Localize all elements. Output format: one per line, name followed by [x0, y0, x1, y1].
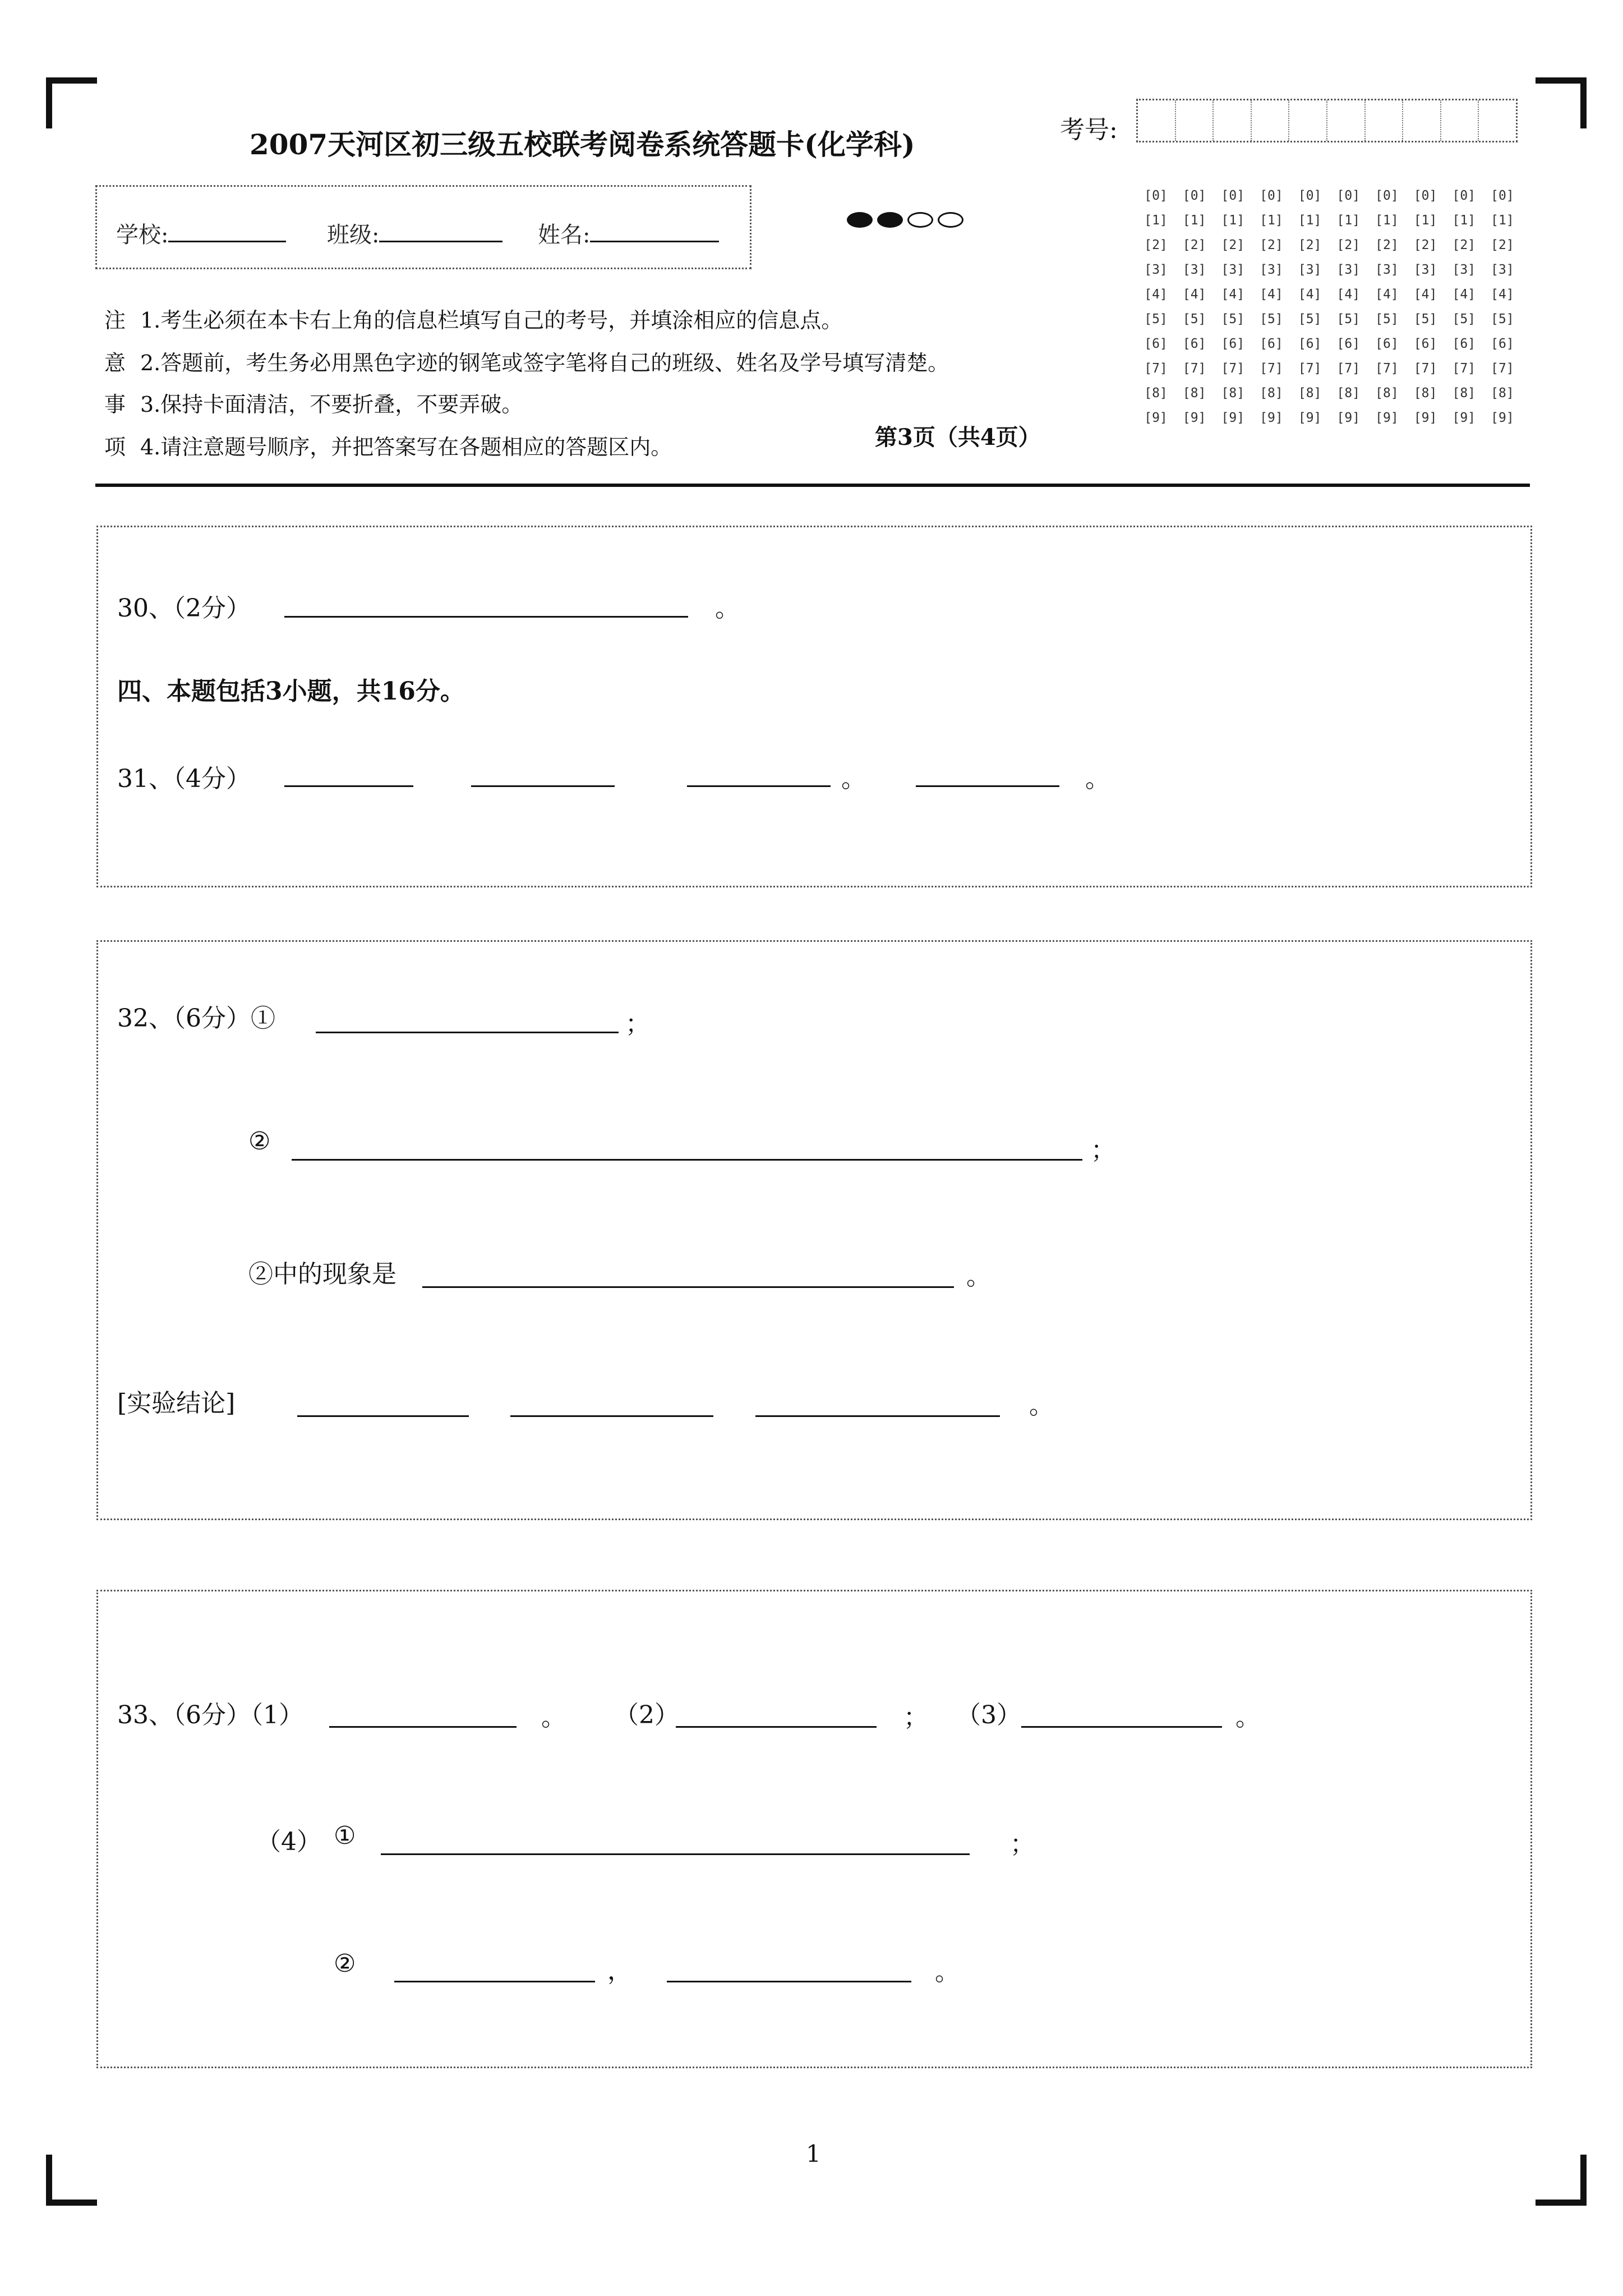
answer-section-q30-q31	[96, 526, 1532, 887]
q32-end-1: ；	[625, 1010, 650, 1038]
conclusion-line-2[interactable]	[510, 1415, 713, 1417]
digit-bubble[interactable]: [6]	[1221, 337, 1245, 351]
orientation-marks	[847, 212, 963, 228]
digit-bubble[interactable]: [5]	[1182, 312, 1206, 326]
digit-bubble[interactable]: [5]	[1336, 312, 1361, 326]
exam-digit-box[interactable]	[1441, 100, 1479, 141]
digit-bubble[interactable]: [2]	[1144, 238, 1168, 252]
page-indicator: 第3页（共4页）	[875, 424, 1041, 450]
digit-bubble[interactable]: [4]	[1260, 287, 1283, 302]
notes-side-char: 意	[104, 351, 126, 375]
q31-answer-line-2[interactable]	[471, 785, 615, 787]
digit-bubble[interactable]: [3]	[1182, 263, 1206, 277]
q33-part2-label: （2）	[614, 1701, 679, 1729]
digit-bubble[interactable]: [3]	[1491, 263, 1514, 277]
q32-answer-line-3[interactable]	[422, 1286, 954, 1288]
digit-bubble[interactable]: [8]	[1336, 386, 1361, 401]
exam-digit-box[interactable]	[1289, 100, 1327, 141]
digit-bubble[interactable]: [9]	[1298, 411, 1322, 425]
digit-bubble[interactable]: [6]	[1182, 337, 1206, 351]
digit-bubble[interactable]: [4]	[1452, 287, 1476, 302]
digit-bubble[interactable]: [8]	[1144, 386, 1168, 401]
filled-oval-mark	[877, 212, 903, 228]
q33-end-3: 。	[1235, 1703, 1260, 1732]
conclusion-line-3[interactable]	[755, 1415, 1000, 1417]
digit-bubble[interactable]: [9]	[1413, 411, 1437, 425]
digit-bubble[interactable]: [7]	[1182, 361, 1206, 376]
q33-comma: ，	[607, 1957, 632, 1985]
digit-bubble[interactable]: [8]	[1182, 386, 1206, 401]
digit-bubble[interactable]: [2]	[1221, 238, 1245, 252]
digit-bubble[interactable]: [5]	[1221, 312, 1245, 326]
registration-mark-bottom-right	[1536, 2155, 1587, 2206]
digit-bubble[interactable]: [0]	[1491, 188, 1514, 203]
digit-bubble[interactable]: [3]	[1452, 263, 1476, 277]
digit-bubble[interactable]: [3]	[1221, 263, 1245, 277]
digit-bubble[interactable]: [4]	[1298, 287, 1322, 302]
q32-answer-line-2[interactable]	[292, 1159, 1082, 1161]
digit-bubble[interactable]: [8]	[1260, 386, 1283, 401]
digit-bubble[interactable]: [7]	[1144, 361, 1168, 376]
digit-bubble[interactable]: [4]	[1413, 287, 1437, 302]
name-label: 姓名:	[538, 222, 591, 248]
digit-bubble[interactable]: [1]	[1260, 213, 1283, 228]
exam-number-bubble-grid[interactable]	[1138, 188, 1520, 435]
digit-bubble[interactable]: [2]	[1298, 238, 1322, 252]
digit-bubble[interactable]: [9]	[1144, 411, 1168, 425]
digit-bubble[interactable]: [7]	[1221, 361, 1245, 376]
q30-end: 。	[715, 594, 740, 623]
q32-phenomenon-label: ②中的现象是	[248, 1260, 396, 1289]
notes-side-char: 项	[104, 435, 126, 459]
digit-bubble[interactable]: [4]	[1491, 287, 1514, 302]
digit-bubble[interactable]: [7]	[1452, 361, 1476, 376]
answer-section-q33	[96, 1590, 1532, 2068]
digit-bubble[interactable]: [0]	[1336, 188, 1361, 203]
digit-bubble[interactable]: [0]	[1298, 188, 1322, 203]
conclusion-label: [实验结论]	[117, 1389, 236, 1418]
q31-answer-line-1[interactable]	[284, 785, 413, 787]
school-field[interactable]	[116, 217, 286, 249]
digit-bubble[interactable]: [6]	[1452, 337, 1476, 351]
q31-answer-line-3[interactable]	[687, 785, 831, 787]
digit-bubble[interactable]: [9]	[1221, 411, 1245, 425]
digit-bubble[interactable]: [5]	[1491, 312, 1514, 326]
bubble-row	[1138, 337, 1520, 361]
digit-bubble[interactable]: [2]	[1182, 238, 1206, 252]
digit-bubble[interactable]: [0]	[1413, 188, 1437, 203]
digit-bubble[interactable]: [9]	[1452, 411, 1476, 425]
filled-oval-mark	[847, 212, 873, 228]
digit-bubble[interactable]: [5]	[1452, 312, 1476, 326]
digit-bubble[interactable]: [5]	[1144, 312, 1168, 326]
q33-end-1: 。	[541, 1703, 566, 1732]
digit-bubble[interactable]: [6]	[1144, 337, 1168, 351]
digit-bubble[interactable]: [4]	[1221, 287, 1245, 302]
digit-bubble[interactable]: [1]	[1413, 213, 1437, 228]
school-line[interactable]	[168, 222, 286, 242]
digit-bubble[interactable]: [8]	[1375, 386, 1399, 401]
registration-mark-top-left	[46, 77, 97, 128]
exam-digit-box[interactable]	[1176, 100, 1214, 141]
digit-bubble[interactable]: [6]	[1375, 337, 1399, 351]
q33-answer-line-5[interactable]	[394, 1981, 595, 1982]
q33-answer-line-6[interactable]	[667, 1981, 911, 1982]
digit-bubble[interactable]: [3]	[1260, 263, 1283, 277]
q33-answer-line-1[interactable]	[329, 1726, 517, 1728]
digit-bubble[interactable]: [8]	[1221, 386, 1245, 401]
digit-bubble[interactable]: [3]	[1413, 263, 1437, 277]
empty-oval-mark	[907, 212, 933, 228]
digit-bubble[interactable]: [1]	[1144, 213, 1168, 228]
q32-item2-marker: ②	[248, 1127, 271, 1156]
student-info-box	[95, 185, 751, 269]
q33-end-5: 。	[935, 1958, 960, 1986]
name-field[interactable]	[538, 217, 719, 249]
digit-bubble[interactable]: [4]	[1182, 287, 1206, 302]
exam-digit-box[interactable]	[1214, 100, 1252, 141]
digit-bubble[interactable]: [7]	[1336, 361, 1361, 376]
digit-bubble[interactable]: [5]	[1375, 312, 1399, 326]
q33-answer-line-3[interactable]	[1021, 1726, 1222, 1728]
digit-bubble[interactable]: [9]	[1182, 411, 1206, 425]
q33-part4-item1-marker: ①	[334, 1821, 356, 1850]
notes-side-char: 事	[104, 392, 126, 417]
notes-side-char: 注	[104, 308, 126, 333]
exam-number-boxes[interactable]	[1136, 99, 1518, 142]
exam-digit-box[interactable]	[1403, 100, 1441, 141]
exam-digit-box[interactable]	[1479, 100, 1516, 141]
school-label: 学校:	[116, 222, 169, 248]
bubble-row	[1138, 287, 1520, 312]
bubble-row	[1138, 386, 1520, 411]
digit-bubble[interactable]: [0]	[1221, 188, 1245, 203]
class-line[interactable]	[379, 222, 502, 242]
digit-bubble[interactable]: [1]	[1298, 213, 1322, 228]
digit-bubble[interactable]: [2]	[1413, 238, 1437, 252]
q33-part3-label: （3）	[956, 1701, 1021, 1729]
digit-bubble[interactable]: [1]	[1452, 213, 1476, 228]
q33-end-4: ；	[1010, 1830, 1035, 1858]
digit-bubble[interactable]: [3]	[1336, 263, 1361, 277]
digit-bubble[interactable]: [9]	[1375, 411, 1399, 425]
note-item: 1.考生必须在本卡右上角的信息栏填写自己的考号，并填涂相应的信息点。	[140, 308, 843, 333]
exam-number-label: 考号:	[1060, 116, 1118, 144]
bubble-row	[1138, 213, 1520, 238]
q30-label: 30、（2分）	[117, 594, 251, 623]
digit-bubble[interactable]: [7]	[1298, 361, 1322, 376]
digit-bubble[interactable]: [6]	[1413, 337, 1437, 351]
digit-bubble[interactable]: [7]	[1413, 361, 1437, 376]
digit-bubble[interactable]: [6]	[1491, 337, 1514, 351]
bubble-row	[1138, 238, 1520, 263]
digit-bubble[interactable]: [8]	[1491, 386, 1514, 401]
name-line[interactable]	[590, 222, 719, 242]
digit-bubble[interactable]: [5]	[1413, 312, 1437, 326]
digit-bubble[interactable]: [9]	[1336, 411, 1361, 425]
digit-bubble[interactable]: [0]	[1182, 188, 1206, 203]
q31-sep: 。	[841, 765, 866, 793]
digit-bubble[interactable]: [5]	[1298, 312, 1322, 326]
q33-label: 33、（6分）（1）	[117, 1701, 303, 1729]
card-title: 2007天河区初三级五校联考阅卷系统答题卡(化学科)	[250, 128, 915, 161]
digit-bubble[interactable]: [6]	[1298, 337, 1322, 351]
digit-bubble[interactable]: [1]	[1491, 213, 1514, 228]
digit-bubble[interactable]: [6]	[1260, 337, 1283, 351]
exam-digit-box[interactable]	[1252, 100, 1290, 141]
answer-section-q32	[96, 940, 1532, 1520]
digit-bubble[interactable]: [7]	[1375, 361, 1399, 376]
note-item: 4.请注意题号顺序，并把答案写在各题相应的答题区内。	[140, 435, 672, 459]
q32-end-3: 。	[966, 1262, 991, 1291]
bubble-row	[1138, 188, 1520, 213]
q30-answer-line[interactable]	[284, 616, 688, 618]
digit-bubble[interactable]: [2]	[1336, 238, 1361, 252]
q32-answer-line-1[interactable]	[316, 1032, 619, 1033]
q33-part4-item2-marker: ②	[334, 1949, 356, 1978]
conclusion-end: 。	[1029, 1391, 1054, 1420]
digit-bubble[interactable]: [0]	[1260, 188, 1283, 203]
empty-oval-mark	[938, 212, 963, 228]
digit-bubble[interactable]: [3]	[1375, 263, 1399, 277]
class-label: 班级:	[327, 222, 380, 248]
q32-label: 32、（6分）①	[117, 1004, 275, 1033]
digit-bubble[interactable]: [3]	[1298, 263, 1322, 277]
digit-bubble[interactable]: [2]	[1375, 238, 1399, 252]
page-number: 1	[806, 2140, 821, 2168]
note-item: 3.保持卡面清洁，不要折叠，不要弄破。	[140, 392, 523, 417]
digit-bubble[interactable]: [8]	[1413, 386, 1437, 401]
digit-bubble[interactable]: [8]	[1452, 386, 1476, 401]
q33-answer-line-2[interactable]	[676, 1726, 877, 1728]
registration-mark-top-right	[1536, 77, 1587, 128]
note-item: 2.答题前，考生务必用黑色字迹的钢笔或签字笔将自己的班级、姓名及学号填写清楚。	[140, 351, 949, 375]
q31-label: 31、（4分）	[117, 765, 251, 793]
q32-end-2: ；	[1091, 1136, 1115, 1165]
digit-bubble[interactable]: [4]	[1375, 287, 1399, 302]
class-field[interactable]	[327, 217, 502, 249]
digit-bubble[interactable]: [9]	[1491, 411, 1514, 425]
digit-bubble[interactable]: [0]	[1375, 188, 1399, 203]
digit-bubble[interactable]: [5]	[1260, 312, 1283, 326]
bubble-row	[1138, 361, 1520, 386]
digit-bubble[interactable]: [0]	[1144, 188, 1168, 203]
digit-bubble[interactable]: [0]	[1452, 188, 1476, 203]
digit-bubble[interactable]: [9]	[1260, 411, 1283, 425]
bubble-row	[1138, 312, 1520, 337]
digit-bubble[interactable]: [1]	[1221, 213, 1245, 228]
conclusion-line-1[interactable]	[297, 1415, 469, 1417]
header-divider	[95, 484, 1530, 487]
exam-digit-box[interactable]	[1138, 100, 1176, 141]
q31-answer-line-4[interactable]	[916, 785, 1059, 787]
q33-end-2: ；	[903, 1703, 928, 1732]
part4-heading: 四、本题包括3小题，共16分。	[117, 677, 465, 706]
digit-bubble[interactable]: [8]	[1298, 386, 1322, 401]
q33-answer-line-4[interactable]	[381, 1853, 970, 1855]
registration-mark-bottom-left	[46, 2155, 97, 2206]
q33-part4-label: （4）	[256, 1828, 321, 1856]
digit-bubble[interactable]: [1]	[1375, 213, 1399, 228]
bubble-row	[1138, 263, 1520, 287]
digit-bubble[interactable]: [4]	[1336, 287, 1361, 302]
digit-bubble[interactable]: [6]	[1336, 337, 1361, 351]
exam-digit-box[interactable]	[1327, 100, 1366, 141]
q31-end: 。	[1085, 765, 1110, 793]
digit-bubble[interactable]: [2]	[1452, 238, 1476, 252]
digit-bubble[interactable]: [7]	[1260, 361, 1283, 376]
exam-digit-box[interactable]	[1366, 100, 1404, 141]
digit-bubble[interactable]: [1]	[1182, 213, 1206, 228]
digit-bubble[interactable]: [4]	[1144, 287, 1168, 302]
bubble-row	[1138, 411, 1520, 435]
digit-bubble[interactable]: [1]	[1336, 213, 1361, 228]
digit-bubble[interactable]: [3]	[1144, 263, 1168, 277]
digit-bubble[interactable]: [2]	[1491, 238, 1514, 252]
digit-bubble[interactable]: [2]	[1260, 238, 1283, 252]
digit-bubble[interactable]: [7]	[1491, 361, 1514, 376]
